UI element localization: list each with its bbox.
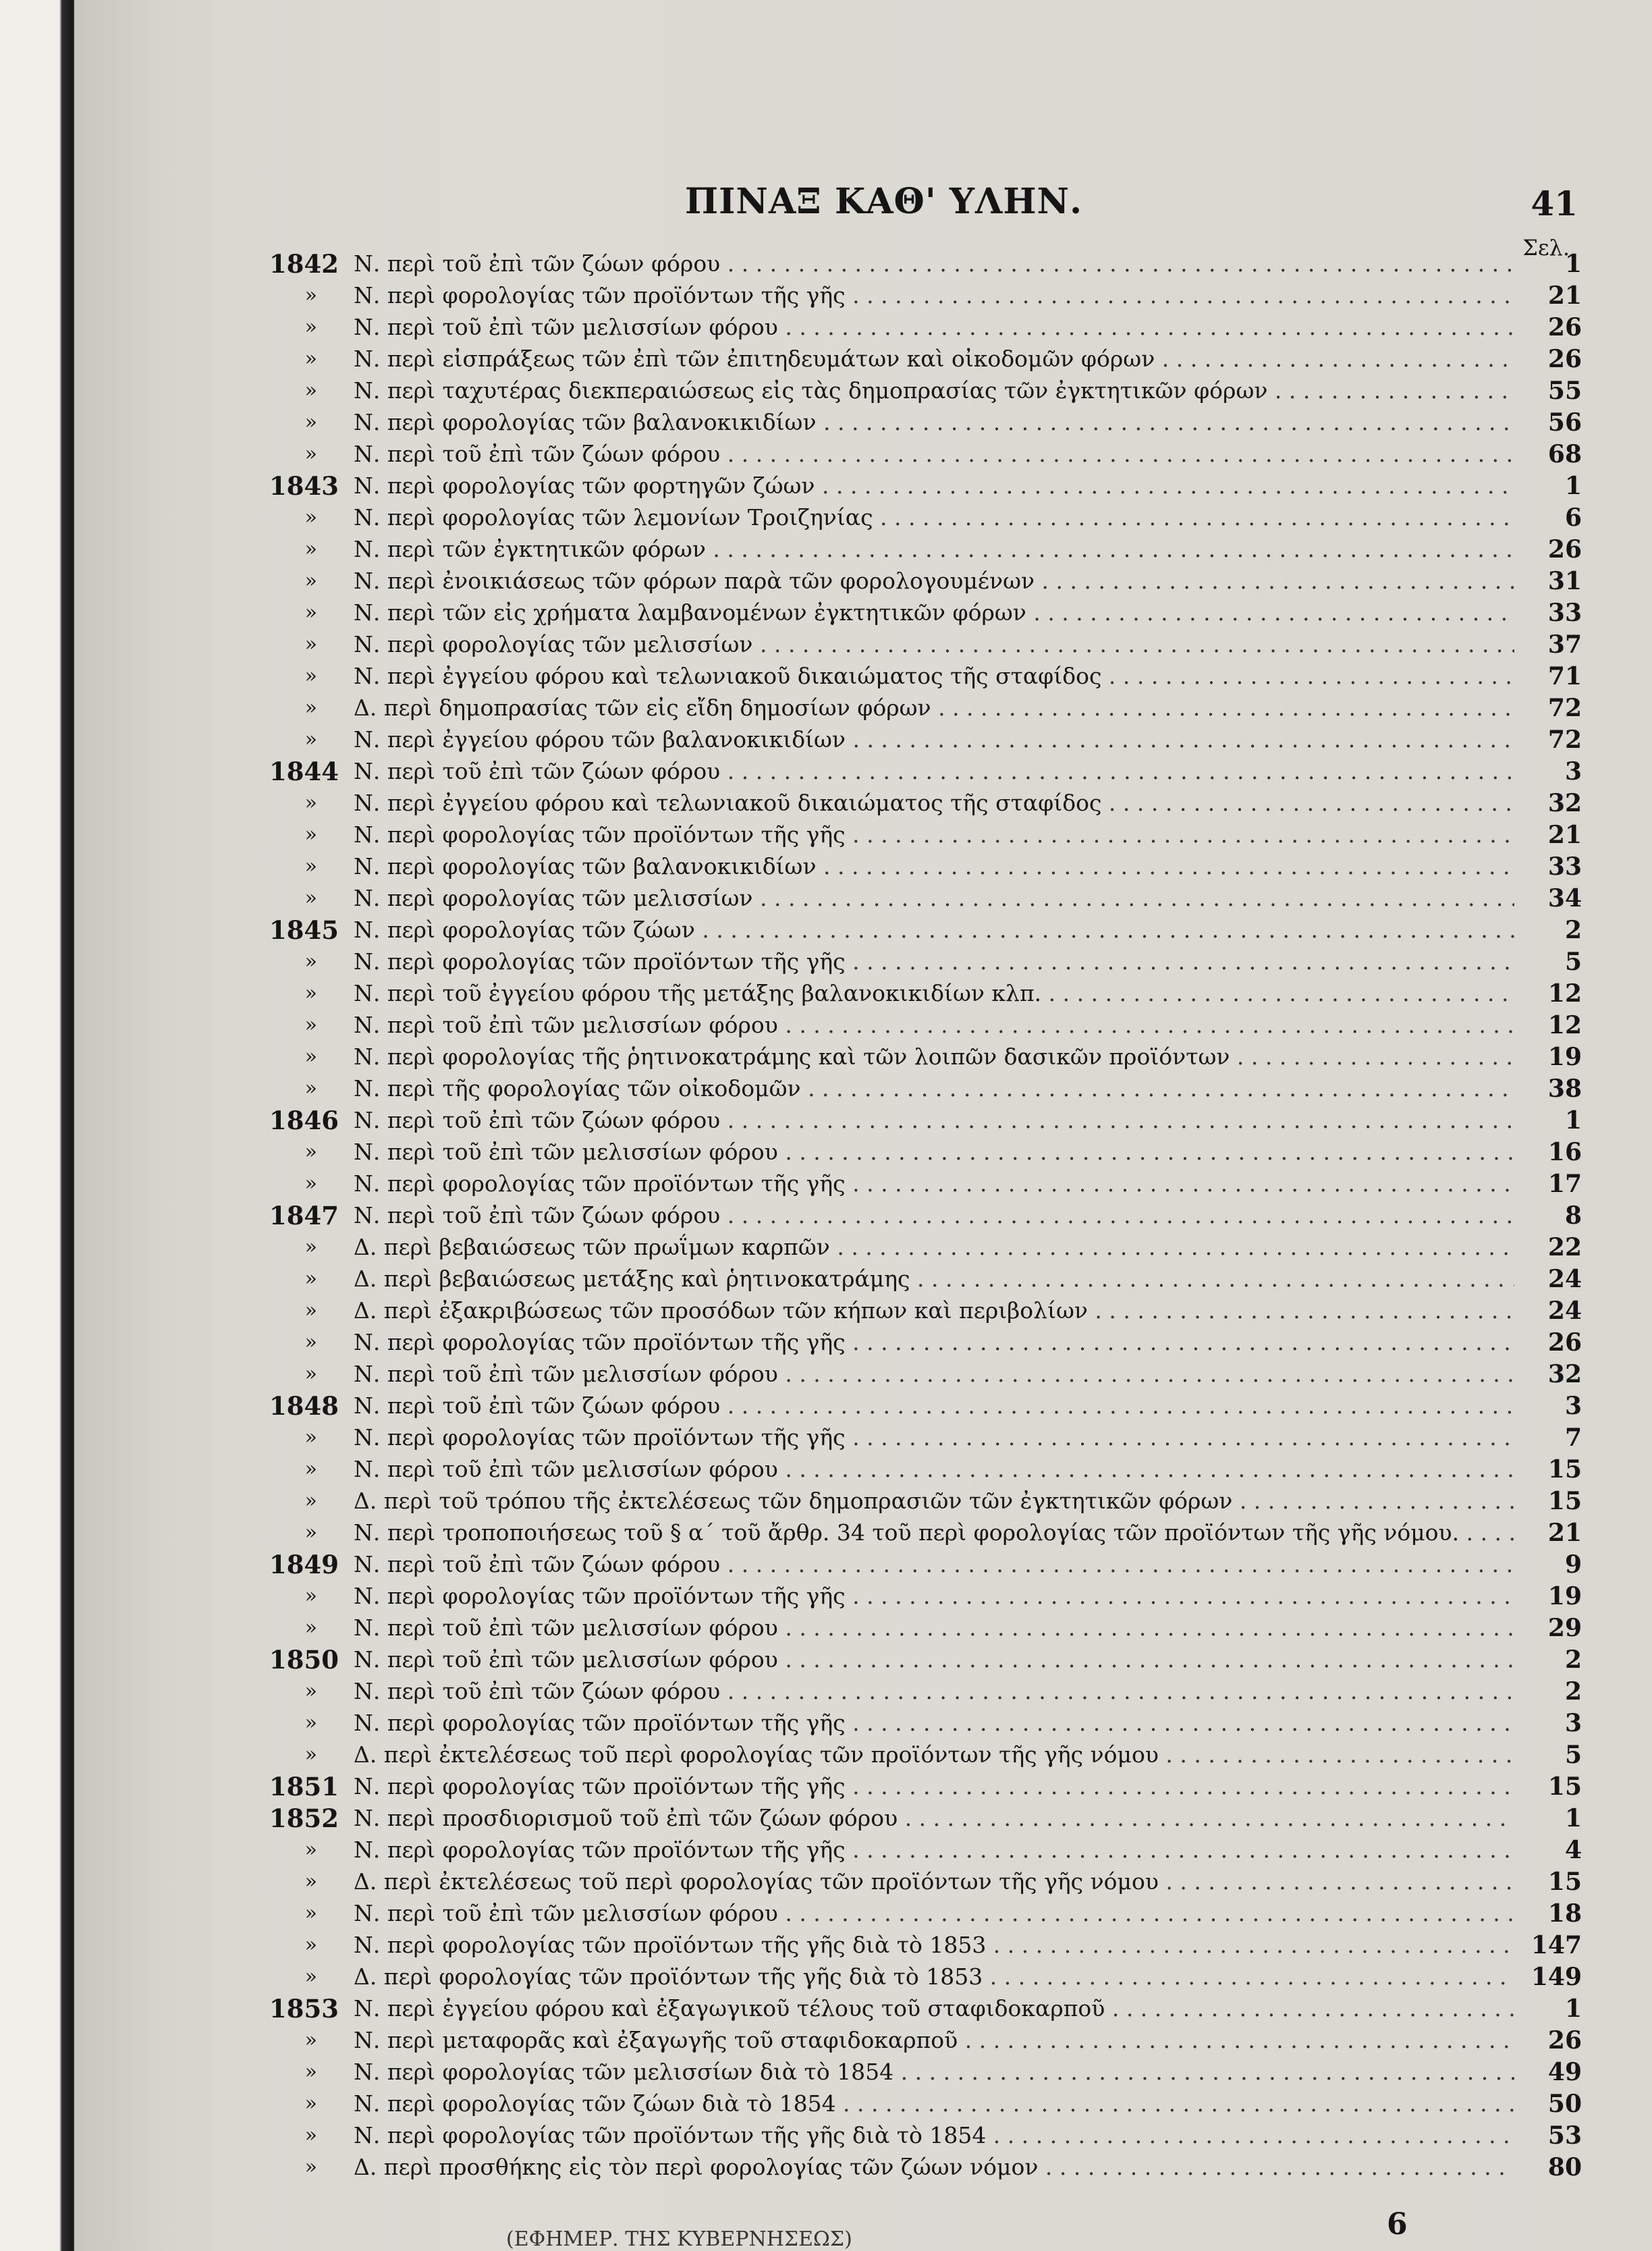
row-year: 1853 xyxy=(269,1993,339,2024)
row-description: Ν. περὶ φορολογίας τῶν προϊόντων τῆς γῆς . . . xyxy=(344,1710,1514,1736)
ditto-mark: » xyxy=(304,632,317,656)
index-row xyxy=(74,1485,1652,1517)
row-description: Ν. περὶ φορολογίας τῶν προϊόντων τῆς γῆς . . . xyxy=(344,1424,1514,1450)
ditto-mark: » xyxy=(304,1077,317,1100)
row-description: Ν. περὶ ἐνοικιάσεως τῶν φόρων παρὰ τῶν φορολογουμένων . . . xyxy=(344,568,1514,594)
row-page-number: 56 xyxy=(1547,408,1582,437)
row-page-number: 26 xyxy=(1547,2026,1582,2055)
row-page-number: 2 xyxy=(1564,1677,1582,1706)
index-row xyxy=(74,724,1652,755)
ditto-mark: » xyxy=(304,728,317,751)
row-page-number: 1 xyxy=(1564,249,1582,278)
ditto-mark: » xyxy=(304,1489,317,1513)
ditto-mark: » xyxy=(304,379,317,402)
row-page-number: 147 xyxy=(1531,1930,1582,1959)
row-page-number: 9 xyxy=(1564,1550,1582,1579)
index-row xyxy=(74,1263,1652,1295)
row-page-number: 2 xyxy=(1564,1645,1582,1674)
ditto-mark: » xyxy=(304,1838,317,1862)
page xyxy=(74,0,1652,2251)
row-description: Ν. περὶ φορολογίας τῶν προϊόντων τῆς γῆς . . . xyxy=(344,1329,1514,1355)
row-page-number: 26 xyxy=(1547,344,1582,373)
row-description: Ν. περὶ φορολογίας τῶν προϊόντων τῆς γῆς διὰ τὸ 1854 . . . xyxy=(344,2122,1514,2148)
row-page-number: 12 xyxy=(1547,1010,1582,1039)
ditto-mark: » xyxy=(304,1426,317,1449)
ditto-mark: » xyxy=(304,791,317,815)
ditto-mark: » xyxy=(304,1140,317,1164)
row-page-number: 19 xyxy=(1547,1042,1582,1071)
index-row xyxy=(74,850,1652,882)
index-row xyxy=(74,1548,1652,1580)
row-page-number: 72 xyxy=(1547,693,1582,722)
row-description: Ν. περὶ τοῦ ἐπὶ τῶν μελισσίων φόρου . . . xyxy=(344,1615,1514,1641)
index-row xyxy=(74,406,1652,438)
row-page-number: 3 xyxy=(1564,1708,1582,1737)
ditto-mark: » xyxy=(304,601,317,624)
index-row xyxy=(74,946,1652,977)
row-page-number: 38 xyxy=(1547,1074,1582,1103)
row-page-number: 34 xyxy=(1547,884,1582,913)
row-description: Ν. περὶ φορολογίας τῶν προϊόντων τῆς γῆς . . . xyxy=(344,948,1514,975)
index-row xyxy=(74,819,1652,850)
index-row xyxy=(74,470,1652,501)
index-row xyxy=(74,628,1652,660)
page-number: 41 xyxy=(1531,184,1578,223)
ditto-mark: » xyxy=(304,1679,317,1703)
index-row xyxy=(74,1739,1652,1770)
ditto-mark: » xyxy=(304,410,317,434)
row-year: 1848 xyxy=(269,1390,339,1421)
row-page-number: 17 xyxy=(1547,1169,1582,1198)
ditto-mark: » xyxy=(304,1584,317,1608)
row-page-number: 33 xyxy=(1547,852,1582,881)
row-page-number: 12 xyxy=(1547,979,1582,1008)
index-row xyxy=(74,1390,1652,1421)
row-year: 1843 xyxy=(269,470,339,501)
row-description: Δ. περὶ ἐξακριβώσεως τῶν προσόδων τῶν κήπων καὶ περιβολίων . . . xyxy=(344,1297,1514,1324)
ditto-mark: » xyxy=(304,2060,317,2084)
row-description: Ν. περὶ τοῦ ἐπὶ τῶν ζώων φόρου . . . xyxy=(344,1107,1514,1133)
row-description: Ν. περὶ ἐγγείου φόρου καὶ τελωνιακοῦ δικαιώματος τῆς σταφίδος . . . xyxy=(344,663,1514,689)
ditto-mark: » xyxy=(304,283,317,307)
row-description: Ν. περὶ φορολογίας τῶν φορτηγῶν ζώων . . . xyxy=(344,472,1514,499)
ditto-mark: » xyxy=(304,1870,317,1893)
index-row xyxy=(74,1580,1652,1612)
row-page-number: 24 xyxy=(1547,1296,1582,1325)
index-row xyxy=(74,1961,1652,1992)
page-column-label: Σελ. xyxy=(1522,235,1570,261)
row-page-number: 1 xyxy=(1564,471,1582,500)
row-description: Ν. περὶ φορολογίας τῶν ζώων διὰ τὸ 1854 . . . xyxy=(344,2090,1514,2117)
row-description: Ν. περὶ τῆς φορολογίας τῶν οἰκοδομῶν . . . xyxy=(344,1075,1514,1102)
ditto-mark: » xyxy=(304,537,317,561)
index-row xyxy=(74,597,1652,628)
row-page-number: 68 xyxy=(1547,439,1582,468)
row-description: Ν. περὶ φορολογίας τῶν λεμονίων Τροιζηνίας . . . xyxy=(344,504,1514,531)
row-page-number: 5 xyxy=(1564,1740,1582,1769)
ditto-mark: » xyxy=(304,950,317,973)
index-row xyxy=(74,375,1652,406)
row-description: Ν. περὶ φορολογίας τῶν μελισσίων . . . xyxy=(344,885,1514,911)
row-description: Ν. περὶ φορολογίας τῶν προϊόντων τῆς γῆς διὰ τὸ 1853 . . . xyxy=(344,1932,1514,1958)
row-description: Ν. περὶ φορολογίας τῶν μελισσίων . . . xyxy=(344,631,1514,657)
row-page-number: 16 xyxy=(1547,1137,1582,1166)
row-page-number: 1 xyxy=(1564,1106,1582,1135)
row-description: Ν. περὶ τοῦ ἐπὶ τῶν μελισσίων φόρου . . . xyxy=(344,1646,1514,1673)
row-description: Ν. περὶ φορολογίας τῶν προϊόντων τῆς γῆς . . . xyxy=(344,1773,1514,1799)
row-description: Ν. περὶ ἐγγείου φόρου καὶ ἐξαγωγικοῦ τέλους τοῦ σταφιδοκαρποῦ . . . xyxy=(344,1995,1514,2022)
row-description: Ν. περὶ τοῦ ἐπὶ τῶν μελισσίων φόρου . . . xyxy=(344,314,1514,340)
row-description: Ν. περὶ φορολογίας τῶν βαλανοκικιδίων . . . xyxy=(344,409,1514,435)
index-row xyxy=(74,1770,1652,1802)
row-description: Ν. περὶ τοῦ ἐπὶ τῶν ζώων φόρου . . . xyxy=(344,1551,1514,1577)
page-title: ΠΙΝΑΞ ΚΑΘ' ΥΛΗΝ. xyxy=(685,181,1083,222)
row-description: Ν. περὶ τοῦ ἐπὶ τῶν ζώων φόρου . . . xyxy=(344,1392,1514,1419)
row-description: Ν. περὶ φορολογίας τῶν προϊόντων τῆς γῆς . . . xyxy=(344,1837,1514,1863)
row-description: Ν. περὶ ἐγγείου φόρου τῶν βαλανοκικιδίων . . . xyxy=(344,726,1514,753)
index-row xyxy=(74,2088,1652,2119)
ditto-mark: » xyxy=(304,442,317,466)
row-page-number: 3 xyxy=(1564,1391,1582,1420)
row-year: 1849 xyxy=(269,1549,339,1579)
row-year: 1852 xyxy=(269,1803,339,1833)
ditto-mark: » xyxy=(304,2092,317,2115)
ditto-mark: » xyxy=(304,1933,317,1957)
index-row xyxy=(74,1358,1652,1390)
row-page-number: 4 xyxy=(1564,1835,1582,1864)
index-row xyxy=(74,2119,1652,2151)
row-page-number: 21 xyxy=(1547,820,1582,849)
index-row xyxy=(74,1897,1652,1929)
row-description: Ν. περὶ τοῦ ἐπὶ τῶν ζώων φόρου . . . xyxy=(344,1202,1514,1228)
row-page-number: 22 xyxy=(1547,1232,1582,1262)
ditto-mark: » xyxy=(304,855,317,878)
row-description: Ν. περὶ ἐγγείου φόρου καὶ τελωνιακοῦ δικαιώματος τῆς σταφίδος . . . xyxy=(344,790,1514,816)
row-page-number: 18 xyxy=(1547,1899,1582,1928)
row-description: Ν. περὶ προσδιορισμοῦ τοῦ ἐπὶ τῶν ζώων φόρου . . . xyxy=(344,1805,1514,1831)
row-page-number: 26 xyxy=(1547,535,1582,564)
index-row xyxy=(74,692,1652,724)
row-page-number: 8 xyxy=(1564,1201,1582,1230)
row-description: Δ. περὶ προσθήκης εἰς τὸν περὶ φορολογίας τῶν ζώων νόμον . . . xyxy=(344,2154,1514,2180)
ditto-mark: » xyxy=(304,1045,317,1068)
ditto-mark: » xyxy=(304,1235,317,1259)
row-description: Δ. περὶ τοῦ τρόπου τῆς ἐκτελέσεως τῶν δημοπρασιῶν τῶν ἐγκτητικῶν φόρων . . . xyxy=(344,1488,1514,1514)
row-description: Ν. περὶ τοῦ ἐπὶ τῶν ζώων φόρου . . . xyxy=(344,250,1514,277)
row-page-number: 15 xyxy=(1547,1455,1582,1484)
index-row xyxy=(74,787,1652,819)
row-description: Ν. περὶ τοῦ ἐπὶ τῶν ζώων φόρου . . . xyxy=(344,1678,1514,1704)
ditto-mark: » xyxy=(304,1521,317,1544)
index-row xyxy=(74,1644,1652,1675)
index-row xyxy=(74,1992,1652,2024)
index-row xyxy=(74,1517,1652,1548)
index-row xyxy=(74,1073,1652,1104)
ditto-mark: » xyxy=(304,981,317,1005)
row-page-number: 3 xyxy=(1564,757,1582,786)
index-row xyxy=(74,755,1652,787)
row-description: Δ. περὶ ἐκτελέσεως τοῦ περὶ φορολογίας τῶν προϊόντων τῆς γῆς νόμου . . . xyxy=(344,1868,1514,1895)
row-year: 1851 xyxy=(269,1771,339,1801)
index-row xyxy=(74,914,1652,946)
row-year: 1850 xyxy=(269,1644,339,1675)
row-description: Ν. περὶ τῶν ἐγκτητικῶν φόρων . . . xyxy=(344,536,1514,562)
ditto-mark: » xyxy=(304,823,317,846)
row-description: Δ. περὶ βεβαιώσεως τῶν πρωΐμων καρπῶν . . . xyxy=(344,1234,1514,1260)
ditto-mark: » xyxy=(304,1457,317,1481)
row-description: Ν. περὶ τῶν εἰς χρήματα λαμβανομένων ἐγκτητικῶν φόρων . . . xyxy=(344,599,1514,626)
row-year: 1845 xyxy=(269,915,339,945)
ditto-mark: » xyxy=(304,2028,317,2052)
row-year: 1844 xyxy=(269,756,339,786)
row-page-number: 49 xyxy=(1547,2057,1582,2086)
row-page-number: 19 xyxy=(1547,1581,1582,1610)
row-page-number: 80 xyxy=(1547,2152,1582,2181)
index-row xyxy=(74,2056,1652,2088)
ditto-mark: » xyxy=(304,506,317,529)
row-description: Ν. περὶ τοῦ ἐπὶ τῶν μελισσίων φόρου . . . xyxy=(344,1456,1514,1482)
index-row xyxy=(74,1009,1652,1041)
row-description: Ν. περὶ τοῦ ἐπὶ τῶν μελισσίων φόρου . . . xyxy=(344,1900,1514,1926)
row-description: Ν. περὶ φορολογίας τῶν ζώων . . . xyxy=(344,917,1514,943)
index-row xyxy=(74,1612,1652,1644)
row-page-number: 15 xyxy=(1547,1486,1582,1515)
index-row xyxy=(74,1104,1652,1136)
row-page-number: 50 xyxy=(1547,2089,1582,2118)
row-page-number: 55 xyxy=(1547,376,1582,405)
index-row xyxy=(74,1231,1652,1263)
index-row xyxy=(74,1199,1652,1231)
row-page-number: 15 xyxy=(1547,1772,1582,1801)
index-row xyxy=(74,1041,1652,1073)
index-row xyxy=(74,1866,1652,1897)
row-description: Ν. περὶ φορολογίας τῶν προϊόντων τῆς γῆς . . . xyxy=(344,282,1514,308)
ditto-mark: » xyxy=(304,1616,317,1639)
row-description: Δ. περὶ δημοπρασίας τῶν εἰς εἴδη δημοσίων φόρων . . . xyxy=(344,695,1514,721)
row-page-number: 37 xyxy=(1547,630,1582,659)
index-row xyxy=(74,1802,1652,1834)
ditto-mark: » xyxy=(304,696,317,720)
ditto-mark: » xyxy=(304,1743,317,1766)
row-page-number: 2 xyxy=(1564,915,1582,944)
ditto-mark: » xyxy=(304,2123,317,2147)
ditto-mark: » xyxy=(304,1267,317,1291)
row-year: 1842 xyxy=(269,248,339,279)
row-description: Ν. περὶ τροποποιήσεως τοῦ § α΄ τοῦ ἄρθρ. 34 τοῦ περὶ φορολογίας τῶν προϊόντων τῆς γῆς νόμου. . . . xyxy=(344,1519,1514,1546)
ditto-mark: » xyxy=(304,1013,317,1037)
row-page-number: 21 xyxy=(1547,281,1582,310)
ditto-mark: » xyxy=(304,347,317,371)
index-row xyxy=(74,660,1652,692)
index-row xyxy=(74,1168,1652,1199)
index-row xyxy=(74,1421,1652,1453)
index-row xyxy=(74,533,1652,565)
row-description: Ν. περὶ φορολογίας τῆς ῥητινοκατράμης καὶ τῶν λοιπῶν δασικῶν προϊόντων . . . xyxy=(344,1043,1514,1070)
row-page-number: 5 xyxy=(1564,947,1582,976)
row-page-number: 6 xyxy=(1564,503,1582,532)
row-description: Ν. περὶ μεταφορᾶς καὶ ἐξαγωγῆς τοῦ σταφιδοκαρποῦ . . . xyxy=(344,2027,1514,2053)
row-description: Ν. περὶ φορολογίας τῶν βαλανοκικιδίων . . . xyxy=(344,853,1514,879)
row-page-number: 32 xyxy=(1547,788,1582,817)
ditto-mark: » xyxy=(304,1299,317,1322)
row-description: Δ. περὶ φορολογίας τῶν προϊόντων τῆς γῆς διὰ τὸ 1853 . . . xyxy=(344,1963,1514,1990)
row-description: Δ. περὶ βεβαιώσεως μετάξης καὶ ῥητινοκατράμης . . . xyxy=(344,1266,1514,1292)
row-description: Ν. περὶ φορολογίας τῶν προϊόντων τῆς γῆς . . . xyxy=(344,821,1514,848)
index-row xyxy=(74,501,1652,533)
footer-text: (ΕΦΗΜΕΡ. ΤΗΣ ΚΥΒΕΡΝΗΣΕΩΣ) xyxy=(506,2227,852,2251)
index-row xyxy=(74,343,1652,375)
row-page-number: 149 xyxy=(1531,1962,1582,1991)
index-row xyxy=(74,882,1652,914)
ditto-mark: » xyxy=(304,664,317,688)
row-page-number: 7 xyxy=(1564,1423,1582,1452)
ditto-mark: » xyxy=(304,1172,317,1195)
row-page-number: 1 xyxy=(1564,1803,1582,1833)
ditto-mark: » xyxy=(304,1711,317,1735)
index-row xyxy=(74,2024,1652,2056)
index-row xyxy=(74,977,1652,1009)
row-description: Ν. περὶ τοῦ ἐγγείου φόρου τῆς μετάξης βαλανοκικιδίων κλπ. . . . xyxy=(344,980,1514,1006)
ditto-mark: » xyxy=(304,315,317,339)
row-page-number: 33 xyxy=(1547,598,1582,627)
ditto-mark: » xyxy=(304,1901,317,1925)
index-row xyxy=(74,565,1652,597)
row-page-number: 53 xyxy=(1547,2121,1582,2150)
binding-edge xyxy=(0,0,74,2251)
index-table xyxy=(74,248,1652,2183)
row-description: Ν. περὶ ταχυτέρας διεκπεραιώσεως εἰς τὰς δημοπρασίας τῶν ἐγκτητικῶν φόρων . . . xyxy=(344,377,1514,404)
row-description: Ν. περὶ τοῦ ἐπὶ τῶν μελισσίων φόρου . . . xyxy=(344,1139,1514,1165)
ditto-mark: » xyxy=(304,569,317,593)
index-row xyxy=(74,1707,1652,1739)
row-year: 1846 xyxy=(269,1105,339,1135)
index-row xyxy=(74,1295,1652,1326)
index-row xyxy=(74,1834,1652,1866)
index-row xyxy=(74,248,1652,279)
row-page-number: 26 xyxy=(1547,313,1582,342)
page-header xyxy=(74,181,1652,261)
row-year: 1847 xyxy=(269,1200,339,1230)
index-row xyxy=(74,1675,1652,1707)
index-row xyxy=(74,438,1652,470)
row-page-number: 71 xyxy=(1547,661,1582,690)
row-page-number: 31 xyxy=(1547,566,1582,595)
row-description: Δ. περὶ ἐκτελέσεως τοῦ περὶ φορολογίας τῶν προϊόντων τῆς γῆς νόμου . . . xyxy=(344,1741,1514,1768)
index-row xyxy=(74,311,1652,343)
row-page-number: 15 xyxy=(1547,1867,1582,1896)
row-page-number: 1 xyxy=(1564,1994,1582,2023)
row-page-number: 26 xyxy=(1547,1328,1582,1357)
index-row xyxy=(74,1136,1652,1168)
row-description: Ν. περὶ φορολογίας τῶν προϊόντων τῆς γῆς . . . xyxy=(344,1170,1514,1197)
index-row xyxy=(74,279,1652,311)
ditto-mark: » xyxy=(304,1330,317,1354)
row-description: Ν. περὶ τοῦ ἐπὶ τῶν ζώων φόρου . . . xyxy=(344,758,1514,784)
row-description: Ν. περὶ τοῦ ἐπὶ τῶν ζώων φόρου . . . xyxy=(344,441,1514,467)
row-description: Ν. περὶ φορολογίας τῶν μελισσίων διὰ τὸ 1854 . . . xyxy=(344,2059,1514,2085)
row-page-number: 72 xyxy=(1547,725,1582,754)
row-page-number: 24 xyxy=(1547,1264,1582,1293)
index-row xyxy=(74,2151,1652,2183)
row-description: Ν. περὶ φορολογίας τῶν προϊόντων τῆς γῆς . . . xyxy=(344,1583,1514,1609)
row-description: Ν. περὶ τοῦ ἐπὶ τῶν μελισσίων φόρου . . . xyxy=(344,1012,1514,1038)
index-row xyxy=(74,1929,1652,1961)
ditto-mark: » xyxy=(304,1362,317,1386)
ditto-mark: » xyxy=(304,2155,317,2179)
index-row xyxy=(74,1453,1652,1485)
ditto-mark: » xyxy=(304,886,317,910)
ditto-mark: » xyxy=(304,1965,317,1988)
row-page-number: 21 xyxy=(1547,1518,1582,1547)
footer-signature-number: 6 xyxy=(1387,2207,1408,2242)
row-description: Ν. περὶ εἰσπράξεως τῶν ἐπὶ τῶν ἐπιτηδευμάτων καὶ οἰκοδομῶν φόρων . . . xyxy=(344,346,1514,372)
row-page-number: 29 xyxy=(1547,1613,1582,1642)
row-page-number: 32 xyxy=(1547,1359,1582,1388)
row-description: Ν. περὶ τοῦ ἐπὶ τῶν μελισσίων φόρου . . . xyxy=(344,1361,1514,1387)
index-row xyxy=(74,1326,1652,1358)
